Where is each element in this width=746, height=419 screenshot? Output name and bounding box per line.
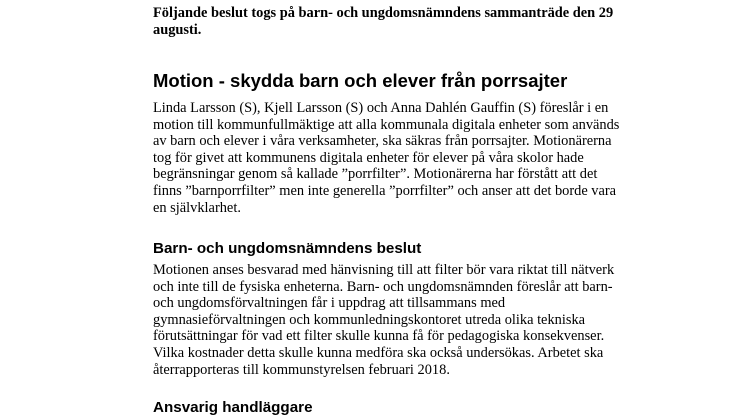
responsible-officer-heading: Ansvarig handläggare: [153, 399, 313, 416]
decision-heading: Barn- och ungdomsnämndens beslut: [153, 240, 422, 257]
motion-heading: Motion - skydda barn och elever från porrsajter: [153, 70, 568, 91]
decision-paragraph: Motionen anses besvarad med hänvisning till att filter bör vara riktat till nätverk och inte till de fysiska enheterna. Barn- och ungdomsnämnden föreslår att barn- och ungdomsförvaltningen får i uppdrag att tillsammans med gymnasieförvaltningen och kommunledningskontoret utreda olika tekniska förutsättningar för vad ett filter skulle kunna få för pedagogiska konsekvenser. Vilka kostnader detta skulle kunna medföra ska också undersökas. Arbetet ska återrapporteras till kommunstyrelsen februari 2018.: [153, 262, 615, 378]
motion-paragraph: Linda Larsson (S), Kjell Larsson (S) och Anna Dahlén Gauffin (S) föreslår i en motion till kommunfullmäktige att alla kommunala digitala enheter som används av barn och elever i våra verksamheter, ska säkras från porrsajter. Motionärerna tog för givet att kommunens digitala enheter för elever på våra skolor hade begränsningar genom så kallade ”porrfilter”. Motionärerna har förstått att det finns ”barnporrfilter” men inte generella ”porrfilter” och anser att det borde vara en självklarhet.: [153, 100, 620, 216]
intro-text: Följande beslut togs på barn- och ungdomsnämndens sammanträde den 29 augusti.: [153, 5, 614, 38]
